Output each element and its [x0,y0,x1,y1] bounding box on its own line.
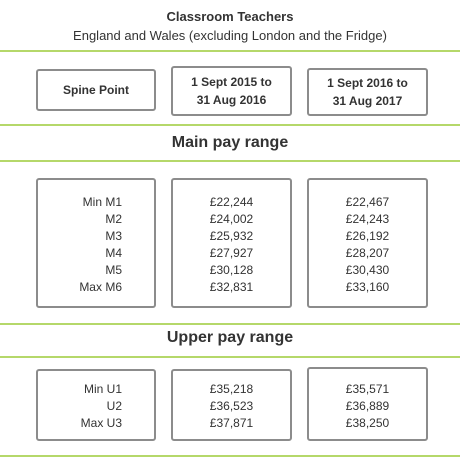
table-cell: £35,571 [345,382,390,396]
table-cell: £25,932 [209,229,254,243]
table-cell: £24,002 [209,212,254,226]
table-cell: £35,218 [209,382,254,396]
divider [0,160,460,162]
table-cell: £36,889 [345,399,390,413]
table-cell: £30,128 [209,263,254,277]
table-cell: £32,831 [209,280,254,294]
table-cell: Max M6 [79,280,122,294]
upper-spine-points [36,381,122,432]
table-cell: £37,871 [209,416,254,430]
table-cell: M5 [105,263,122,277]
table-cell: £22,244 [209,195,254,209]
divider [0,455,460,457]
header-spine-point: Spine Point [36,69,156,111]
table-cell: £22,467 [345,195,390,209]
table-cell: £26,192 [345,229,390,243]
table-cell: M2 [105,212,122,226]
main-2015-values [171,194,292,296]
table-cell: U2 [106,399,122,413]
header-period-2016: 1 Sept 2016 to 31 Aug 2017 [307,68,428,116]
main-spine-points [36,194,122,296]
upper-2016-values [307,381,428,432]
table-cell: £30,430 [345,263,390,277]
divider [0,323,460,325]
page-subtitle: England and Wales (excluding London and the Fridge) [73,28,387,43]
divider [0,124,460,126]
main-2016-values [307,194,428,296]
table-cell: M3 [105,229,122,243]
page-title: Classroom Teachers [166,9,294,24]
section-title-upper: Upper pay range [166,329,294,346]
header-period-2015: 1 Sept 2015 to 31 Aug 2016 [171,66,292,116]
upper-2015-values [171,381,292,432]
table-cell: £36,523 [209,399,254,413]
table-cell: Min U1 [83,382,122,396]
table-cell: Max U3 [80,416,122,430]
table-cell: Min M1 [82,195,122,209]
table-cell: £33,160 [345,280,390,294]
table-cell: £27,927 [209,246,254,260]
table-cell: £24,243 [345,212,390,226]
section-title-main: Main pay range [171,134,289,151]
table-cell: £38,250 [345,416,390,430]
divider [0,50,460,52]
divider [0,356,460,358]
table-cell: £28,207 [345,246,390,260]
table-cell: M4 [105,246,122,260]
